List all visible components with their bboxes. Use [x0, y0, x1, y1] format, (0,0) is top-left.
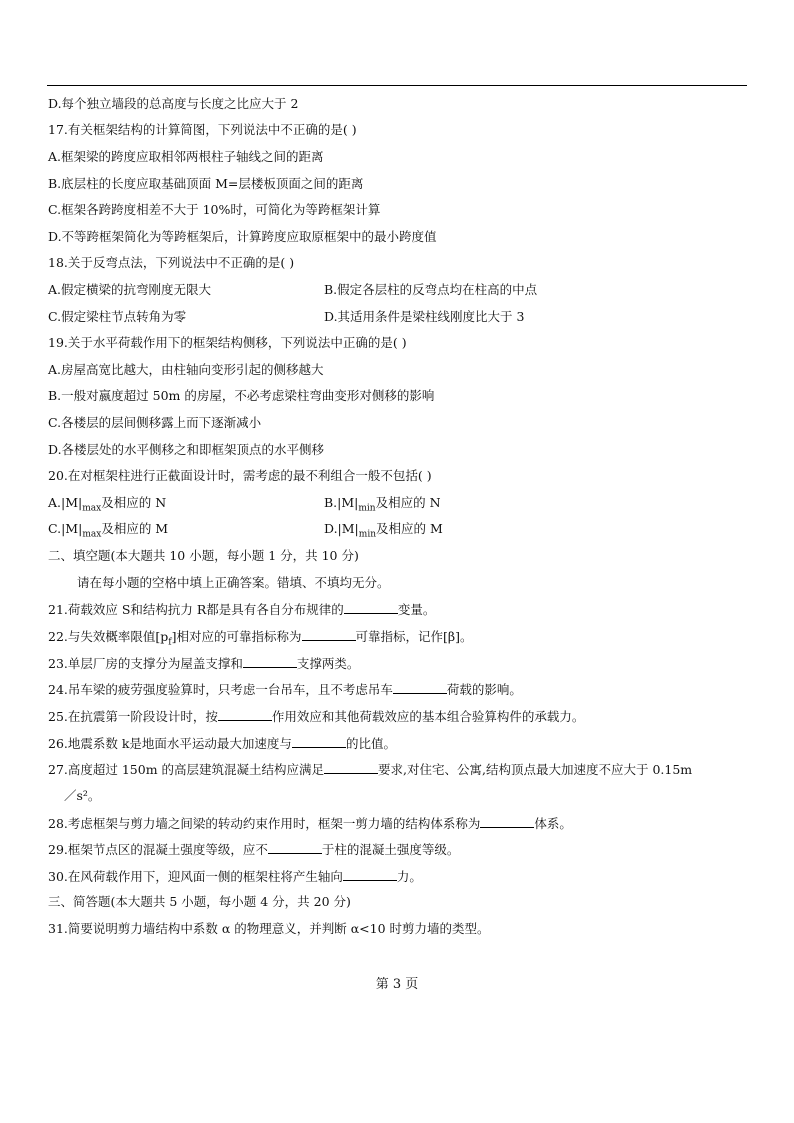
- q17-stem: 17.有关框架结构的计算简图，下列说法中不正确的是( ): [48, 122, 357, 137]
- q19-option-d: D.各楼层处的水平侧移之和即框架顶点的水平侧移: [48, 442, 325, 457]
- section2-instruction: 请在每小题的空格中填上正确答案。错填、不填均无分。: [77, 575, 390, 590]
- q31: 31.简要说明剪力墙结构中系数 α 的物理意义，并判断 α<10 时剪力墙的类型。: [48, 921, 490, 936]
- header-rule: [47, 85, 747, 86]
- answer-blank: [243, 655, 297, 668]
- q19-stem: 19.关于水平荷载作用下的框架结构侧移，下列说法中正确的是( ): [48, 335, 407, 350]
- q17-option-c: C.框架各跨跨度相差不大于 10%时，可简化为等跨框架计算: [48, 202, 381, 217]
- q30: 30.在风荷载作用下，迎风面一侧的框架柱将产生轴向 力。: [48, 869, 422, 884]
- q18-option-a: A.假定横梁的抗弯刚度无限大: [48, 282, 212, 297]
- q19-option-a: A.房屋高宽比越大，由柱轴向变形引起的侧移越大: [48, 362, 324, 377]
- answer-blank: [268, 841, 322, 854]
- q27-continued: ／s²。: [64, 788, 101, 803]
- q20-stem: 20.在对框架柱进行正截面设计时，需考虑的最不利组合一般不包括( ): [48, 468, 432, 483]
- q24: 24.吊车梁的疲劳强度验算时，只考虑一台吊车，且不考虑吊车 荷载的影响。: [48, 682, 522, 697]
- answer-blank: [302, 628, 356, 641]
- page-number: 第 3 页: [375, 977, 419, 992]
- section2-title: 二、填空题(本大题共 10 小题，每小题 1 分，共 10 分): [48, 548, 359, 563]
- q29: 29.框架节点区的混凝土强度等级，应不 于柱的混凝土强度等级。: [48, 842, 460, 857]
- answer-blank: [292, 735, 346, 748]
- q25: 25.在抗震第一阶段设计时，按 作用效应和其他荷载效应的基本组合验算构件的承载力。: [48, 709, 585, 724]
- q19-option-b: B.一般对嬴度超过 50m 的房屋，不必考虑梁柱弯曲变形对侧移的影响: [48, 388, 435, 403]
- answer-blank: [344, 601, 398, 614]
- q20-option-c: $C.|M|_{max}$及相应的 M: [48, 521, 169, 540]
- q20-option-b: $B.|M|_{min}$及相应的 N: [324, 495, 441, 514]
- q18-stem: 18.关于反弯点法，下列说法中不正确的是( ): [48, 255, 295, 270]
- section3-title: 三、简答题(本大题共 5 小题，每小题 4 分，共 20 分): [48, 894, 351, 909]
- q23: 23.单层厂房的支撑分为屋盖支撑和 支撑两类。: [48, 656, 360, 671]
- q20-option-a: $A.|M|_{max}$及相应的 N: [48, 495, 167, 514]
- q17-option-a: A.框架梁的跨度应取相邻两根柱子轴线之间的距离: [48, 149, 324, 164]
- q16-option-d: D.每个独立墙段的总高度与长度之比应大于 2: [48, 96, 299, 111]
- q28: 28.考虑框架与剪力墙之间梁的转动约束作用时，框架一剪力墙的结构体系称为 体系。: [48, 816, 572, 831]
- q26: 26.地震系数 k是地面水平运动最大加速度与 的比值。: [48, 736, 396, 751]
- q27: 27.高度超过 150m 的高层建筑混凝土结构应满足 要求,对住宅、公寓,结构顶点最大加速度不应大于 0.15m: [48, 762, 693, 777]
- q19-option-c: C.各楼层的层间侧移露上而下逐渐减小: [48, 415, 262, 430]
- answer-blank: [324, 761, 378, 774]
- q17-option-d: D.不等跨框架简化为等跨框架后，计算跨度应取原框架中的最小跨度值: [48, 229, 437, 244]
- answer-blank: [480, 815, 534, 828]
- answer-blank: [218, 708, 272, 721]
- q17-option-b: B.底层柱的长度应取基础顶面 M=层楼板顶面之间的距离: [48, 176, 364, 191]
- q22: 22.与失效概率限值$[p_f]$相对应的可靠指标称为 可靠指标，记作[β]。: [48, 629, 473, 648]
- answer-blank: [393, 681, 447, 694]
- q18-option-d: D.其适用条件是梁柱线刚度比大于 3: [324, 309, 525, 324]
- q18-option-b: B.假定各层柱的反弯点均在柱高的中点: [324, 282, 538, 297]
- q18-option-c: C.假定梁柱节点转角为零: [48, 309, 187, 324]
- answer-blank: [343, 868, 397, 881]
- q21: 21.荷载效应 S和结构抗力 R都是具有各自分布规律的 变量。: [48, 602, 436, 617]
- q20-option-d: $D.|M|_{min}$及相应的 M: [324, 521, 443, 540]
